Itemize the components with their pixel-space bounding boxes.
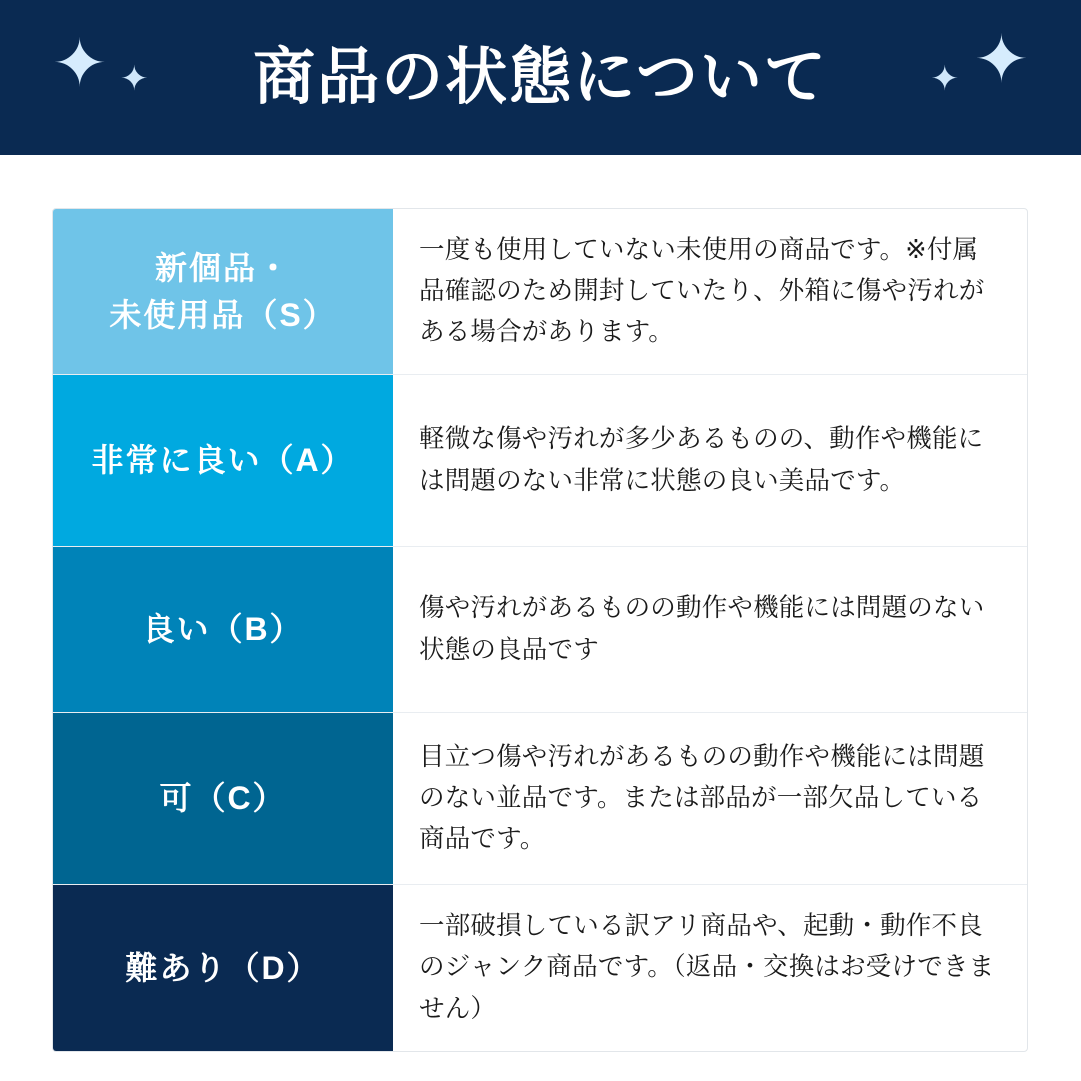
condition-table — [52, 208, 1028, 1052]
condition-description-a-text: 軽微な傷や汚れが多少あるものの、動作や機能には問題のない非常に状態の良い美品です。 — [419, 425, 984, 495]
table-row — [53, 885, 1027, 1051]
table-row — [53, 547, 1027, 713]
condition-description-d-text: 一部破損している訳アリ商品や、起動・動作不良のジャンク商品です。（返品・交換はお受けできません） — [419, 912, 995, 1023]
condition-label-b-text: 良い（B） — [142, 611, 304, 648]
sparkle-large-right-icon: ✦ — [973, 22, 1029, 96]
condition-label-s-line1: 新個品・ — [154, 250, 291, 287]
sparkle-small-right-icon: ✦ — [930, 60, 959, 98]
condition-label-c-text: 可（C） — [159, 780, 287, 817]
condition-label-c — [53, 713, 393, 884]
condition-description-c-text: 目立つ傷や汚れがあるものの動作や機能には問題のない並品です。または部品が一部欠品している商品です。 — [419, 742, 985, 854]
table-row — [53, 209, 1027, 375]
condition-description-c — [393, 713, 1027, 884]
header-banner — [0, 0, 1081, 155]
condition-label-s — [53, 209, 393, 374]
condition-label-b — [53, 547, 393, 712]
condition-label-a — [53, 375, 393, 546]
page-title: 商品の状態について — [253, 42, 828, 112]
table-row — [53, 375, 1027, 547]
condition-description-b — [393, 547, 1027, 712]
condition-description-s-text: 一度も使用していない未使用の商品です。※付属品確認のため開封していたり、外箱に傷や汚れがある場合があります。 — [419, 235, 985, 347]
condition-description-s — [393, 209, 1027, 374]
table-row — [53, 713, 1027, 885]
condition-description-b-text: 傷や汚れがあるものの動作や機能には問題のない状態の良品です — [419, 594, 985, 664]
condition-description-a — [393, 375, 1027, 546]
condition-label-a-text: 非常に良い（A） — [91, 442, 355, 479]
sparkle-small-left-icon: ✦ — [120, 60, 149, 98]
condition-label-d-text: 難あり（D） — [125, 949, 321, 986]
condition-label-s-line2: 未使用品（S） — [109, 296, 337, 333]
condition-description-d — [393, 885, 1027, 1051]
sparkle-large-left-icon: ✦ — [52, 26, 108, 100]
condition-label-d — [53, 885, 393, 1051]
